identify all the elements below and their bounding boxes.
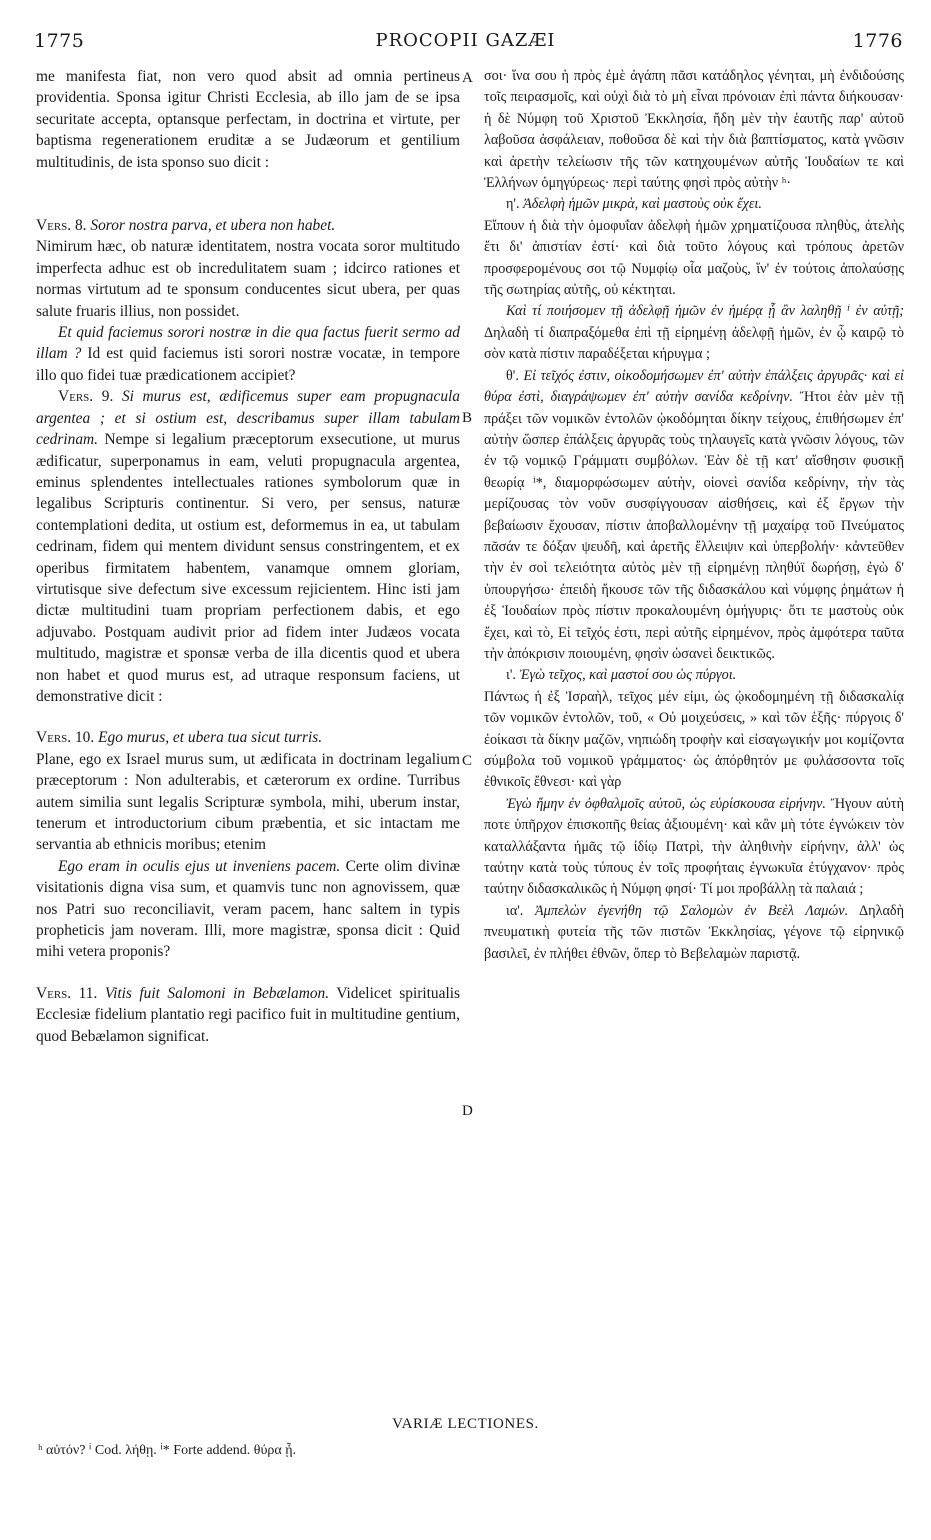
latin-paragraph	[36, 322, 460, 386]
verse-label: ια'.	[506, 902, 524, 919]
commentary-text: Ἤτοι ἐὰν μὲν τῇ πράξει τῶν νομικῶν ἐντολῶν ᾠκοδόμηται δίκην τείχους, ἐπιθήσωμεν ἐπ' αὐτὴν ὥσπερ ἐπάλξεις ἀργυρᾶς τοὺς τηλαυγεῖς κατὰ γνῶσιν λόγους, τῶν ἐν τῷ νομικῷ Γράμματι συμβόλων. Ἐὰν δὲ τῇ κατ' αἴσθησιν φυσικῇ θεωρίᾳ ⁱ*, διαμορφώσωμεν αὐτὴν, οἱονεὶ σανίδα κεδρίνην, τὴν τὰς μερίζουσας τὸν νοῦν συσφίγγουσαν αἰσθήσεις, καὶ ἐξ ἔργων τὴν βεβαίωσιν ἔχουσαν, πίστιν ἀποβαλλομένην τῇ μαχαίρᾳ τοῦ Πνεύματος πᾶσάν τε δόξαν ψευδῆ, καὶ ἀρετῆς ἔλλειψιν καὶ ὑπερβολήν· κἀντεῦθεν τὴν ἐν σοὶ τελειότητα αὐτὸς μὲν τῇ εἰρημένῃ πληθύϊ δωρήσῃ, ἐγὼ δ' ὑπουργήσω· ἐπειδὴ ἤκουσε τῶν τῆς διδασκάλου καὶ νύμφης ῥημάτων ἡ ἐξ Ἰουδαίων πρὸς πίστιν προκαλουμένη ὁμήγυρις· ὅτι τε μαστοὺς οὐκ ἔχει, καὶ τὸ, Εἰ τεῖχός ἐστι, περὶ αὐτῆς εἰρημένον, πρὸς ἀμφότερα ταῦτα τὴν ἀπόκρισιν ποιουμένη, φησὶν ὡσανεὶ δεικτικῶς.	[484, 389, 904, 662]
commentary-text: Certe olim divinæ visitationis digna visa sum, et quamvis tunc non agnovissem, quæ nos Patri suo reconciliavit, veram pacem, hanc saltem in typis propheticis jam noveram. Illi, more magistræ, sponsa dicit : Quid mihi vetera proponis?	[36, 857, 460, 961]
latin-paragraph: me manifesta fiat, non vero quod absit ad omnia pertineus providentia. Sponsa igitur Christi Ecclesia, ab illo jam de se ipsa securitate accepta, optansque perfectam, in doctrina et virtute, per baptisma regenerationem eruditæ a se Judæorum et gentilium multitudinis, de ista sponso suo dicit :	[36, 68, 460, 171]
verse-label: Vers. 10.	[36, 729, 95, 747]
greek-verse-10	[484, 665, 904, 686]
verse-text: Vitis fuit Salomoni in Bebælamon.	[104, 984, 330, 1002]
latin-paragraph: Nimirum hæc, ob naturæ identitatem, nostra vocata soror multitudo imperfecta adhuc est ob incredulitatem suam ; idcirco rationes et normas virtutum ad te sponsum conducentes sicut ubera, per quas salute fruaris illius, non possidet.	[36, 238, 460, 320]
commentary-text: Δηλαδὴ τί διαπραξόμεθα ἐπὶ τῇ εἰρημένῃ ἀδελφῇ ἡμῶν, ἐν ᾧ καιρῷ τὸ σὸν κατὰ πίστιν παραδέξεται κήρυγμα ;	[484, 324, 904, 363]
verse-text: Καὶ τί ποιήσομεν τῇ ἀδελφῇ ἡμῶν ἐν ἡμέρᾳ ᾗ ἂν λαληθῇ ⁱ ἐν αὐτῇ;	[506, 303, 904, 320]
verse-text: Si murus est, ædificemus super eam propugnacula argentea ; et si ostium est, describamus super illam tabulam cedrinam.	[36, 388, 460, 449]
commentary-text: Nempe si legalium præceptorum exsecutione, ut murus ædificatur, superponamus in eam, veluti propugnacula argentea, eminus splendentes intellectuales rationes symbolorum quæ in legalibus Scripturis continentur. Si vero, per sensus, naturæ contemplationi dedita, ut ostium est, deformemus in ea, ut tabulam cedrinam, fidem qui mentem dividunt sensus constringentem, et ex operibus firmitatem habentem, vanamque omnem gloriam, virtutisque sive defectum sive excessum rejicientem. Hinc isti jam dictæ multitudini tuam propriam perfectionem dabis, et ego adjuvabo. Postquam audivit prior ad fidem inter Judæos vocata multitudo, magistræ et sponsæ verba de illa dicentis quod et ubera non habet et quod murus est, ad utraque responsum faciens, ut demonstrative dicit :	[36, 431, 461, 705]
commentary-text: Ἤγουν αὐτὴ ποτε ὑπῆρχον ἐπισκοπῆς θείας ἀξιουμένη· καὶ κἂν μὴ τότε ἐγνώκειν τὸν καταλλάξαντα ἡμᾶς τῷ ἰδίῳ Πατρὶ, τὴν ἀληθινὴν εἰρήνην, ἀλλ' ὡς ταύτην κατὰ τοὺς τύπους ἐν τοῖς προφήταις ἐγνωκυῖα ἐτύγχανον· πρὸς ταύτην διδασκαλικῶς ἡ Νύμφη φησί· Τί μοι προβάλλῃ τὰ παλαιά ;	[484, 795, 905, 898]
verse-text: Et quid faciemus sorori nostræ in die qua factus fuerit sermo ad illam ?	[36, 324, 460, 363]
verse-label: ι'.	[506, 667, 516, 684]
latin-paragraph: Plane, ego ex Israel murus sum, ut ædificata in doctrinam legalium præceptorum : Non adulterabis, et cæterorum ex ordine. Turribus autem similia sunt legalis Scripturæ symbola, mihi, uberum instar, tenerum et introductorium cibum præbentia, et sic intactam me servantia ab ethnicis moribus; etenim	[36, 750, 460, 854]
section-marker-a: A	[462, 70, 473, 86]
commentary-text: Videlicet spiritualis Ecclesiæ fidelium plantatio regi pacifico fuit in multitudine gentium, quod Bebælamon significat.	[36, 984, 461, 1045]
verse-label: Vers. 9.	[58, 388, 114, 406]
verse-text: Εἰ τεῖχός ἐστιν, οἰκοδομήσωμεν ἐπ' αὐτὴν ἐπάλξεις ἀργυρᾶς· καὶ εἰ θύρα ἐστὶ, διαγράψωμεν ἐπ' αὐτὴν σανίδα κεδρίνην.	[484, 367, 905, 406]
latin-paragraph	[36, 856, 460, 963]
commentary-text: Id est quid faciemus isti sorori nostræ vocatæ, in tempore illo quo fidei tuæ prædicationem accipiet?	[36, 345, 460, 384]
verse-label: η'.	[506, 196, 520, 213]
greek-verse-8	[484, 194, 904, 215]
running-title: PROCOPII GAZÆI	[375, 30, 556, 51]
verse-label: θ'.	[506, 367, 519, 384]
latin-column	[36, 66, 460, 1047]
section-marker-b: B	[462, 410, 473, 426]
verse-text: Ἐγὼ τεῖχος, καὶ μαστοί σου ὡς πύργοι.	[519, 667, 737, 684]
verse-label: Vers. 8.	[36, 217, 87, 235]
greek-paragraph: Πάντως ἡ ἐξ Ἰσραὴλ, τεῖχος μέν εἰμι, ὡς ᾠκοδομημένη τῇ διδασκαλίᾳ τῶν νομικῶν ἐντολῶν, τοῦ, « Οὐ μοιχεύσεις, » καὶ τῶν ἑξῆς· πύργοις δ' ἐοίκασι τὰ δίκην μαζῶν, νηπιώδη τροφὴν καὶ εἰσαγωγικήν μοι κομίζοντα σύμβολα τοῦ νομικοῦ γράμματος· ὡς ἀπόρθητόν με φυλάσσοντα τοῖς ἐθνικοῖς ἔθνεσι· καὶ γὰρ	[484, 688, 904, 791]
section-marker-d: D	[462, 1103, 473, 1119]
verse-text: Ego eram in oculis ejus ut inveniens pacem.	[58, 857, 341, 875]
latin-verse-8	[36, 215, 460, 236]
greek-paragraph: Εἴπουν ἡ διὰ τὴν ὁμοφυΐαν ἀδελφὴ ἡμῶν χρηματίζουσα πληθὺς, ἀτελὴς ἔτι δι' ἀπιστίαν ἐστί· καὶ διὰ τοῦτο λόγους καὶ τρόπους ἀρετῶν προσφερομένους σοι τῷ Νυμφίῳ οἷα μαζοὺς, ἵν' ἐν τούτοις ἀπολαύσῃς τῆς σωτηρίας αὐτῆς, οὐ κέκτηται.	[484, 217, 904, 299]
verse-label: Vers. 11.	[36, 984, 98, 1002]
verse-text: Soror nostra parva, et ubera non habet.	[90, 217, 336, 235]
greek-verse-11	[484, 901, 904, 965]
verse-text: Ego murus, et ubera tua sicut turris.	[98, 729, 323, 747]
variae-lectiones-title: VARIÆ LECTIONES.	[392, 1416, 539, 1432]
column-number-left: 1775	[34, 30, 85, 52]
greek-paragraph: σοι· ἵνα σου ἡ πρὸς ἐμὲ ἀγάπη πᾶσι κατάδηλος γένηται, μὴ ἐνδιδούσης τοῖς πειρασμοῖς, καὶ οὐχὶ διὰ τὸ μὴ εἶναι πρόνοιαν ἐπὶ πάντα διήκουσαν· ἡ δὲ Νύμφη τοῦ Χριστοῦ Ἐκκλησία, ἤδη μὲν τὴν ἑαυτῆς παρ' αὐτοῦ λαβοῦσα ἀσφάλειαν, ποθοῦσα δὲ καὶ τὴν διὰ βαπτίσματος, κατὰ γνῶσιν καὶ ἀρετὴν τελείωσιν τῆς τῶν κατηχουμένων αὐτῆς Ἰουδαίων τε καὶ Ἑλλήνων ὁμηγύρεως· περὶ ταύτης φησὶ πρὸς αὐτὴν ʰ·	[484, 68, 904, 192]
greek-paragraph	[484, 794, 904, 901]
section-marker-c: C	[462, 753, 473, 769]
greek-verse-9	[484, 366, 904, 666]
commentary-text: Δηλαδὴ πνευματικὴ φυτεία τῆς τῶν πιστῶν Ἐκκλησίας, γέγονε τῷ εἰρηνικῷ βασιλεῖ, ἐν πλήθει ἐθνῶν, ὅπερ τὸ Βεβελαμὼν παριστᾷ.	[484, 902, 904, 962]
column-number-right: 1776	[852, 30, 903, 52]
latin-verse-9	[36, 386, 460, 707]
greek-column	[484, 66, 904, 965]
greek-paragraph	[484, 301, 904, 365]
verse-text: Ἐγὼ ἤμην ἐν ὀφθαλμοῖς αὐτοῦ, ὡς εὑρίσκουσα εἰρήνην.	[506, 795, 826, 812]
latin-verse-10	[36, 727, 460, 748]
verse-text: Ἀδελφὴ ἡμῶν μικρὰ, καὶ μαστοὺς οὐκ ἔχει.	[523, 196, 762, 213]
verse-text: Ἀμπελὼν ἐγενήθη τῷ Σαλομὼν ἐν Βεὲλ Λαμών.	[535, 902, 849, 919]
variae-lectiones-notes: ʰ αὐτόν? ⁱ Cod. λήθῃ. ⁱ* Forte addend. θύρα ᾖ.	[38, 1443, 297, 1458]
latin-verse-11	[36, 983, 460, 1047]
